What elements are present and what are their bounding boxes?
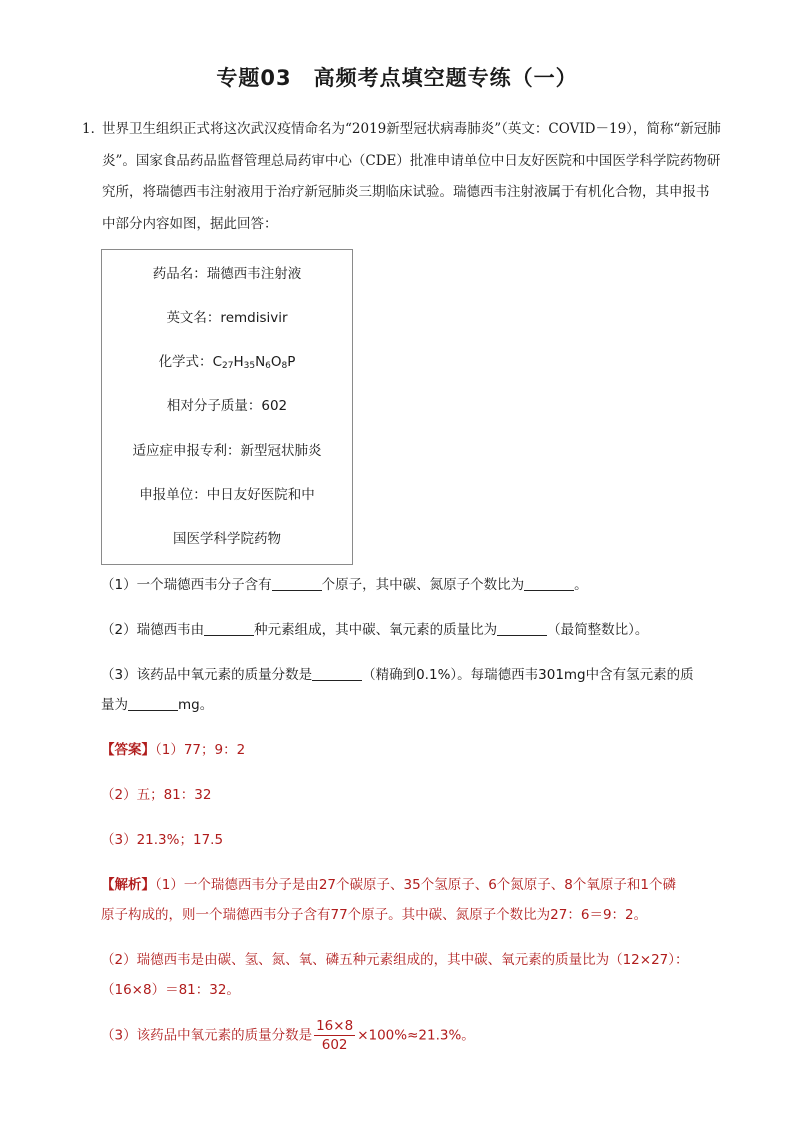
applicant-line-2: 国医学科学院药物 — [173, 531, 281, 547]
fraction-numerator: 16×8 — [316, 1018, 354, 1034]
sub-question-2 — [101, 618, 721, 638]
analysis-p3-b: ×100%≈21.3%。 — [357, 1027, 475, 1044]
analysis-p1-a: （1）一个瑞德西韦分子是由27个碳原子、35个氢原子、6个氮原子、8个氧原子和1个磷 — [155, 877, 676, 893]
title-topic-number: 专题03 — [216, 66, 292, 90]
formula-c: C — [212, 354, 222, 370]
fraction — [314, 1017, 355, 1054]
q3-text-c: 量为 — [101, 697, 128, 713]
drug-name: 药品名：瑞德西韦注射液 — [152, 266, 302, 282]
analysis-p3-a: （3）该药品中氧元素的质量分数是 — [101, 1027, 313, 1044]
applicant-line-1: 申报单位：中日友好医院和中 — [139, 487, 315, 503]
analysis-p3 — [101, 1017, 721, 1054]
fraction-denominator: 602 — [321, 1037, 348, 1053]
analysis-label: 【解析】 — [101, 877, 155, 893]
title-topic-name: 高频考点填空题专练（一） — [313, 66, 578, 90]
analysis-p2-b: （16×8）＝81：32。 — [101, 982, 240, 998]
answer-blank[interactable] — [312, 666, 362, 681]
page-title — [0, 62, 794, 92]
analysis-line-1 — [101, 873, 721, 893]
formula-label: 化学式： — [158, 354, 213, 370]
drug-info-box — [101, 249, 353, 565]
formula-o: O — [270, 354, 282, 370]
q2-text-a: （2）瑞德西韦由 — [101, 622, 205, 638]
formula-c-count: 27 — [222, 361, 234, 371]
q1-text-c: 。 — [574, 577, 588, 593]
answer-blank[interactable] — [204, 621, 254, 636]
q1-text-b: 个原子，其中碳、氮原子个数比为 — [321, 577, 525, 593]
formula-o-count: 8 — [281, 361, 288, 371]
q3-text-b: （精确到0.1%）。每瑞德西韦301mg中含有氢元素的质 — [362, 667, 694, 683]
answer-blank[interactable] — [272, 576, 322, 591]
q3-text-a: （3）该药品中氧元素的质量分数是 — [101, 667, 313, 683]
formula-h-count: 35 — [243, 361, 256, 371]
answer-line-1 — [101, 738, 721, 758]
formula-n-count: 6 — [265, 361, 271, 371]
answer-blank[interactable] — [524, 576, 574, 591]
patent-indication: 适应症申报专利：新型冠状肺炎 — [132, 443, 322, 459]
answer-blank[interactable] — [128, 696, 178, 711]
molar-mass: 相对分子质量：602 — [166, 398, 288, 414]
analysis-p2-a: （2）瑞德西韦是由碳、氢、氮、氧、磷五种元素组成的，其中碳、氧元素的质量比为（12×27）： — [101, 952, 689, 968]
question-intro — [82, 114, 722, 240]
q2-text-c: （最简整数比）。 — [547, 622, 649, 638]
formula-p: P — [287, 354, 296, 370]
formula-n: N — [255, 354, 266, 370]
answer-1: （1）77；9：2 — [155, 742, 246, 758]
formula-h: H — [233, 354, 244, 370]
answer-3: （3）21.3%；17.5 — [101, 832, 224, 848]
english-name: 英文名：remdisivir — [166, 310, 288, 326]
answer-2: （2）五；81：32 — [101, 787, 212, 803]
question-text: 世界卫生组织正式将这次武汉疫情命名为“2019新型冠状病毒肺炎”（英文：COVID－19），简称“新冠肺炎”。国家食品药品监督管理总局药审中心（CDE）批准申请单位中日友好医院和中国医学科学院药物研究所，将瑞德西韦注射液用于治疗新冠肺炎三期临床试验。瑞德西韦注射液属于有机化合物，其申报书中部分内容如图，据此回答： — [102, 121, 721, 232]
analysis-p1-b: 原子构成的，则一个瑞德西韦分子含有77个原子。其中碳、氮原子个数比为27：6＝9：2。 — [101, 907, 648, 923]
answer-blank[interactable] — [497, 621, 547, 636]
q2-text-b: 种元素组成，其中碳、氧元素的质量比为 — [254, 622, 498, 638]
q3-text-d: mg。 — [178, 697, 214, 713]
sub-question-1 — [101, 573, 721, 593]
answer-label: 【答案】 — [101, 742, 155, 758]
q1-text-a: （1）一个瑞德西韦分子含有 — [101, 577, 272, 593]
sub-question-3 — [101, 663, 721, 683]
question-number: 1． — [82, 121, 105, 137]
sub-question-3-cont — [101, 693, 721, 713]
chemical-formula — [102, 350, 352, 371]
